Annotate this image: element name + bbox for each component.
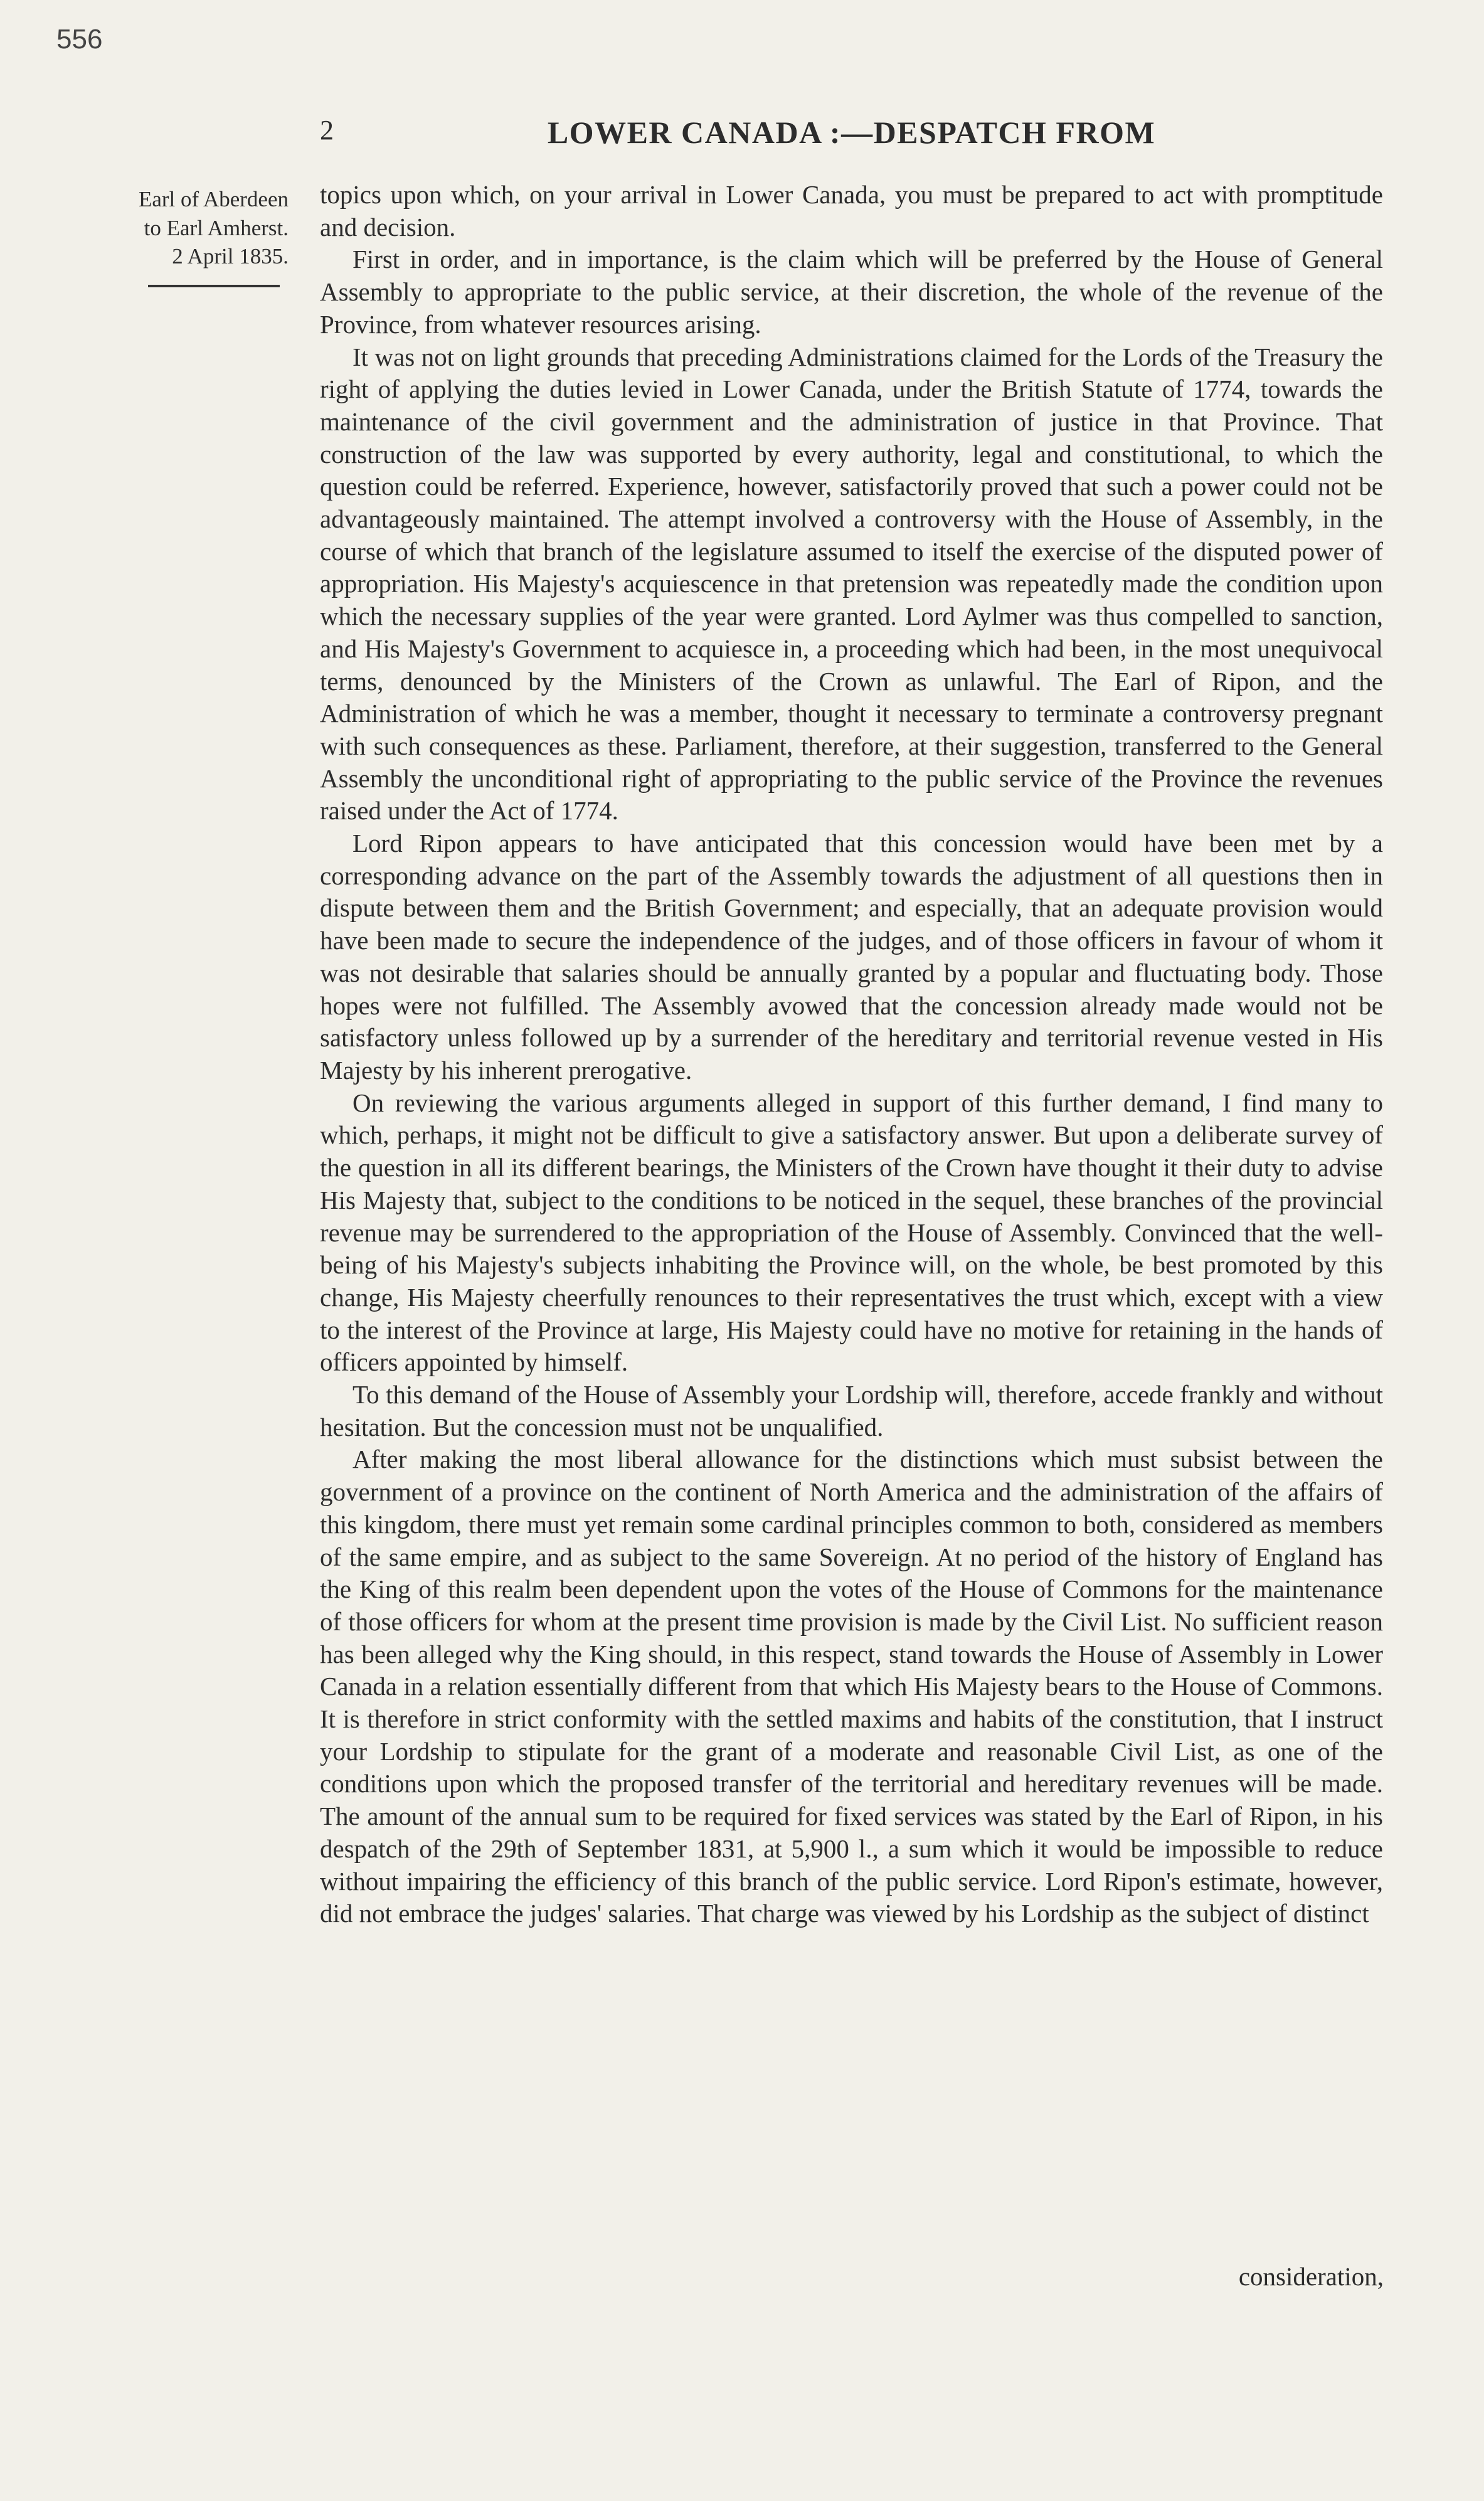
margin-note-line-3: 2 April 1835. (172, 244, 289, 268)
running-head (320, 114, 1383, 152)
paragraph: To this demand of the House of Assembly your Lordship will, therefore, accede frankly and without hesitation. But the concession must not be unqualified. (320, 1380, 1383, 1442)
margin-note-line-1: Earl of Aberdeen (138, 187, 289, 211)
paragraph: After making the most liberal allowance for the distinctions which must subsist between the government of a province on the continent of North America and the administration of the affairs of this kingdom, there must yet remain some cardinal principles common to both, considered as members of the same empire, and as subject to the same Sovereign. At no period of the history of England has the King of this realm been dependent upon the votes of the House of Commons for the maintenance of those officers for whom at the present time provision is made by the Civil List. No sufficient reason has been alleged why the King should, in this respect, stand towards the House of Assembly in Lower Canada in a relation essentially different from that which His Majesty bears to the House of Commons. It is therefore in strict conformity with the settled maxims and habits of the constitution, that I instruct your Lordship to stipulate for the grant of a moderate and reasonable Civil List, as one of the conditions upon which the proposed transfer of the territorial and hereditary revenues will be made. The amount of the annual sum to be required for fixed services was stated by the Earl of Ripon, in his despatch of the 29th of September 1831, at 5,900 l., a sum which it would be impossible to reduce without impairing the efficiency of this branch of the public service. Lord Ripon's estimate, however, did not embrace the judges' salaries. That charge was viewed by his Lordship as the subject of distinct (320, 1445, 1383, 1928)
paragraph: First in order, and in importance, is the claim which will be preferred by the House of General Assembly to appropriate to the public service, at their discretion, the whole of the revenue of the Province, from whatever resources arising. (320, 245, 1383, 339)
margin-note-rule (148, 285, 280, 287)
running-head-folio: 2 (320, 115, 334, 146)
catchword: consideration, (1238, 2262, 1384, 2291)
paragraph-continued: topics upon which, on your arrival in Lower Canada, you must be prepared to act with promptitude and decision. (320, 180, 1383, 242)
paragraph: Lord Ripon appears to have anticipated that this concession would have been met by a corresponding advance on the part of the Assembly towards the adjustment of all questions then in dispute between them and the British Government; and especially, that an adequate provision would have been made to secure the independence of the judges, and of those officers in favour of whom it was not desirable that salaries should be annually granted by a popular and fluctuating body. Those hopes were not fulfilled. The Assembly avowed that the concession already made would not be satisfactory unless followed up by a surrender of the hereditary and territorial revenue vested in His Majesty by his inherent prerogative. (320, 829, 1383, 1085)
running-head-title: LOWER CANADA :—DESPATCH FROM (547, 115, 1156, 150)
body-text (320, 179, 1383, 1930)
paragraph: It was not on light grounds that preceding Administrations claimed for the Lords of the Treasury the right of applying the duties levied in Lower Canada, under the British Statute of 1774, towards the maintenance of the civil government and the administration of justice in that Province. That construction of the law was supported by every authority, legal and constitutional, to which the question could be referred. Experience, however, satisfactorily proved that such a power could not be advantageously maintained. The attempt involved a controversy with the House of Assembly, in the course of which that branch of the legislature assumed to itself the exercise of the disputed power of appropriation. His Majesty's acquiescence in that pretension was repeatedly made the condition upon which the necessary supplies of the year were granted. Lord Aylmer was thus compelled to sanction, and His Majesty's Government to acquiesce in, a proceeding which had been, in the most unequivocal terms, denounced by the Ministers of the Crown as unlawful. The Earl of Ripon, and the Administration of which he was a member, thought it necessary to terminate a controversy pregnant with such consequences as these. Parliament, therefore, at their suggestion, transferred to the General Assembly the unconditional right of appropriating to the public service of the Province the revenues raised under the Act of 1774. (320, 342, 1383, 826)
margin-note (69, 185, 289, 271)
paragraph: On reviewing the various arguments alleged in support of this further demand, I find many to which, perhaps, it might not be difficult to give a satisfactory answer. But upon a deliberate survey of the question in all its different bearings, the Ministers of the Crown have thought it their duty to advise His Majesty that, subject to the conditions to be noticed in the sequel, these branches of the provincial revenue may be surrendered to the appropriation of the House of Assembly. Convinced that the well-being of his Majesty's subjects inhabiting the Province will, on the whole, be best promoted by this change, His Majesty cheerfully renounces to their representatives the trust which, except with a view to the interest of the Province at large, His Majesty could have no motive for retaining in the hands of officers appointed by himself. (320, 1088, 1383, 1377)
margin-note-line-2: to Earl Amherst. (144, 215, 289, 240)
scan-page-number: 556 (56, 24, 103, 55)
